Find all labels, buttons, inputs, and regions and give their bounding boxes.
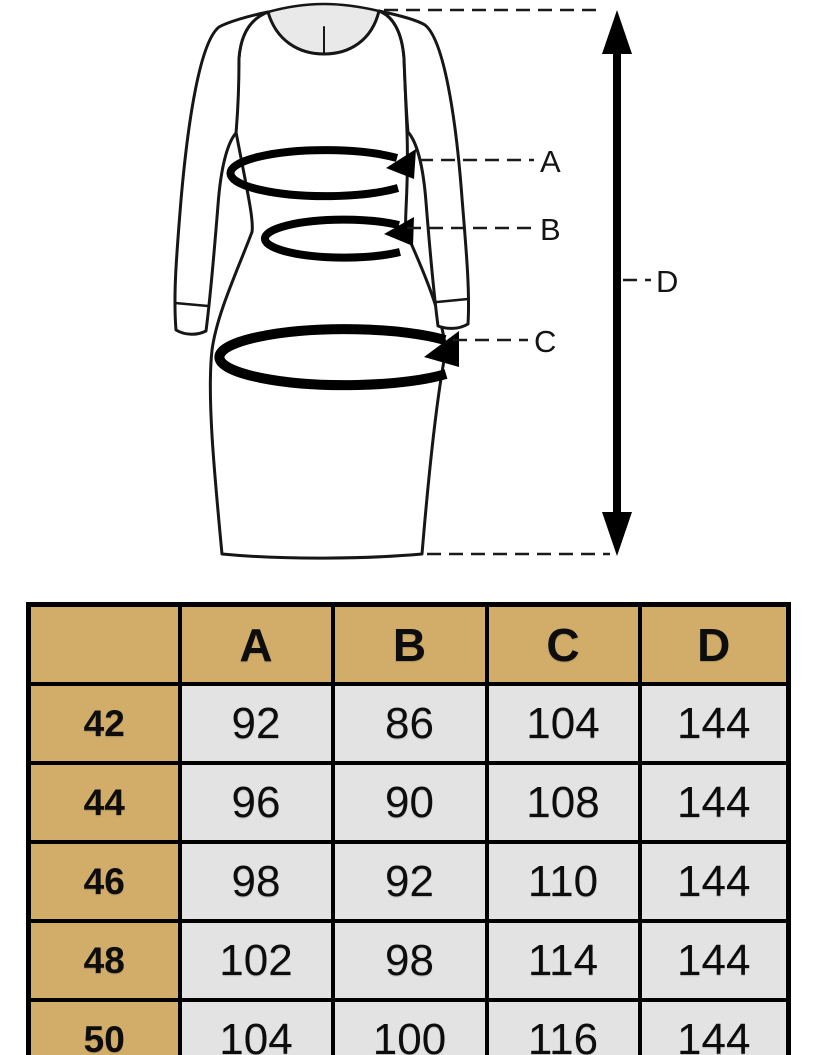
value-cell: 98 xyxy=(333,921,487,1000)
height-arrow-bottom-head xyxy=(602,512,632,556)
size-cell: 48 xyxy=(29,921,180,1000)
value-cell: 104 xyxy=(180,1000,333,1055)
height-arrow xyxy=(602,10,632,556)
value-cell: 102 xyxy=(180,921,333,1000)
value-cell: 96 xyxy=(180,763,333,842)
value-cell: 110 xyxy=(487,842,640,921)
value-cell: 144 xyxy=(640,842,789,921)
table-row xyxy=(29,921,789,1000)
table-row xyxy=(29,842,789,921)
size-cell: 46 xyxy=(29,842,180,921)
height-arrow-top-head xyxy=(602,10,632,54)
table-row xyxy=(29,1000,789,1055)
value-cell: 144 xyxy=(640,684,789,763)
value-cell: 144 xyxy=(640,921,789,1000)
label-d: D xyxy=(656,264,679,299)
value-cell: 144 xyxy=(640,763,789,842)
table-row xyxy=(29,684,789,763)
table-row xyxy=(29,763,789,842)
value-cell: 114 xyxy=(487,921,640,1000)
header-cell-a: A xyxy=(180,605,333,685)
measurement-labels xyxy=(534,144,678,359)
header-cell-b: B xyxy=(333,605,487,685)
label-b: B xyxy=(540,212,561,247)
size-cell: 44 xyxy=(29,763,180,842)
value-cell: 108 xyxy=(487,763,640,842)
header-cell-c: C xyxy=(487,605,640,685)
value-cell: 98 xyxy=(180,842,333,921)
value-cell: 90 xyxy=(333,763,487,842)
size-cell: 42 xyxy=(29,684,180,763)
value-cell: 92 xyxy=(180,684,333,763)
size-measurements-table xyxy=(26,602,791,1055)
header-cell-d: D xyxy=(640,605,789,685)
header-cell-size xyxy=(29,605,180,685)
value-cell: 104 xyxy=(487,684,640,763)
value-cell: 92 xyxy=(333,842,487,921)
table-header-row xyxy=(29,605,789,685)
label-c: C xyxy=(534,324,557,359)
value-cell: 144 xyxy=(640,1000,789,1055)
size-cell: 50 xyxy=(29,1000,180,1055)
label-a: A xyxy=(540,144,561,179)
dress-illustration xyxy=(175,4,469,558)
value-cell: 116 xyxy=(487,1000,640,1055)
value-cell: 86 xyxy=(333,684,487,763)
value-cell: 100 xyxy=(333,1000,487,1055)
